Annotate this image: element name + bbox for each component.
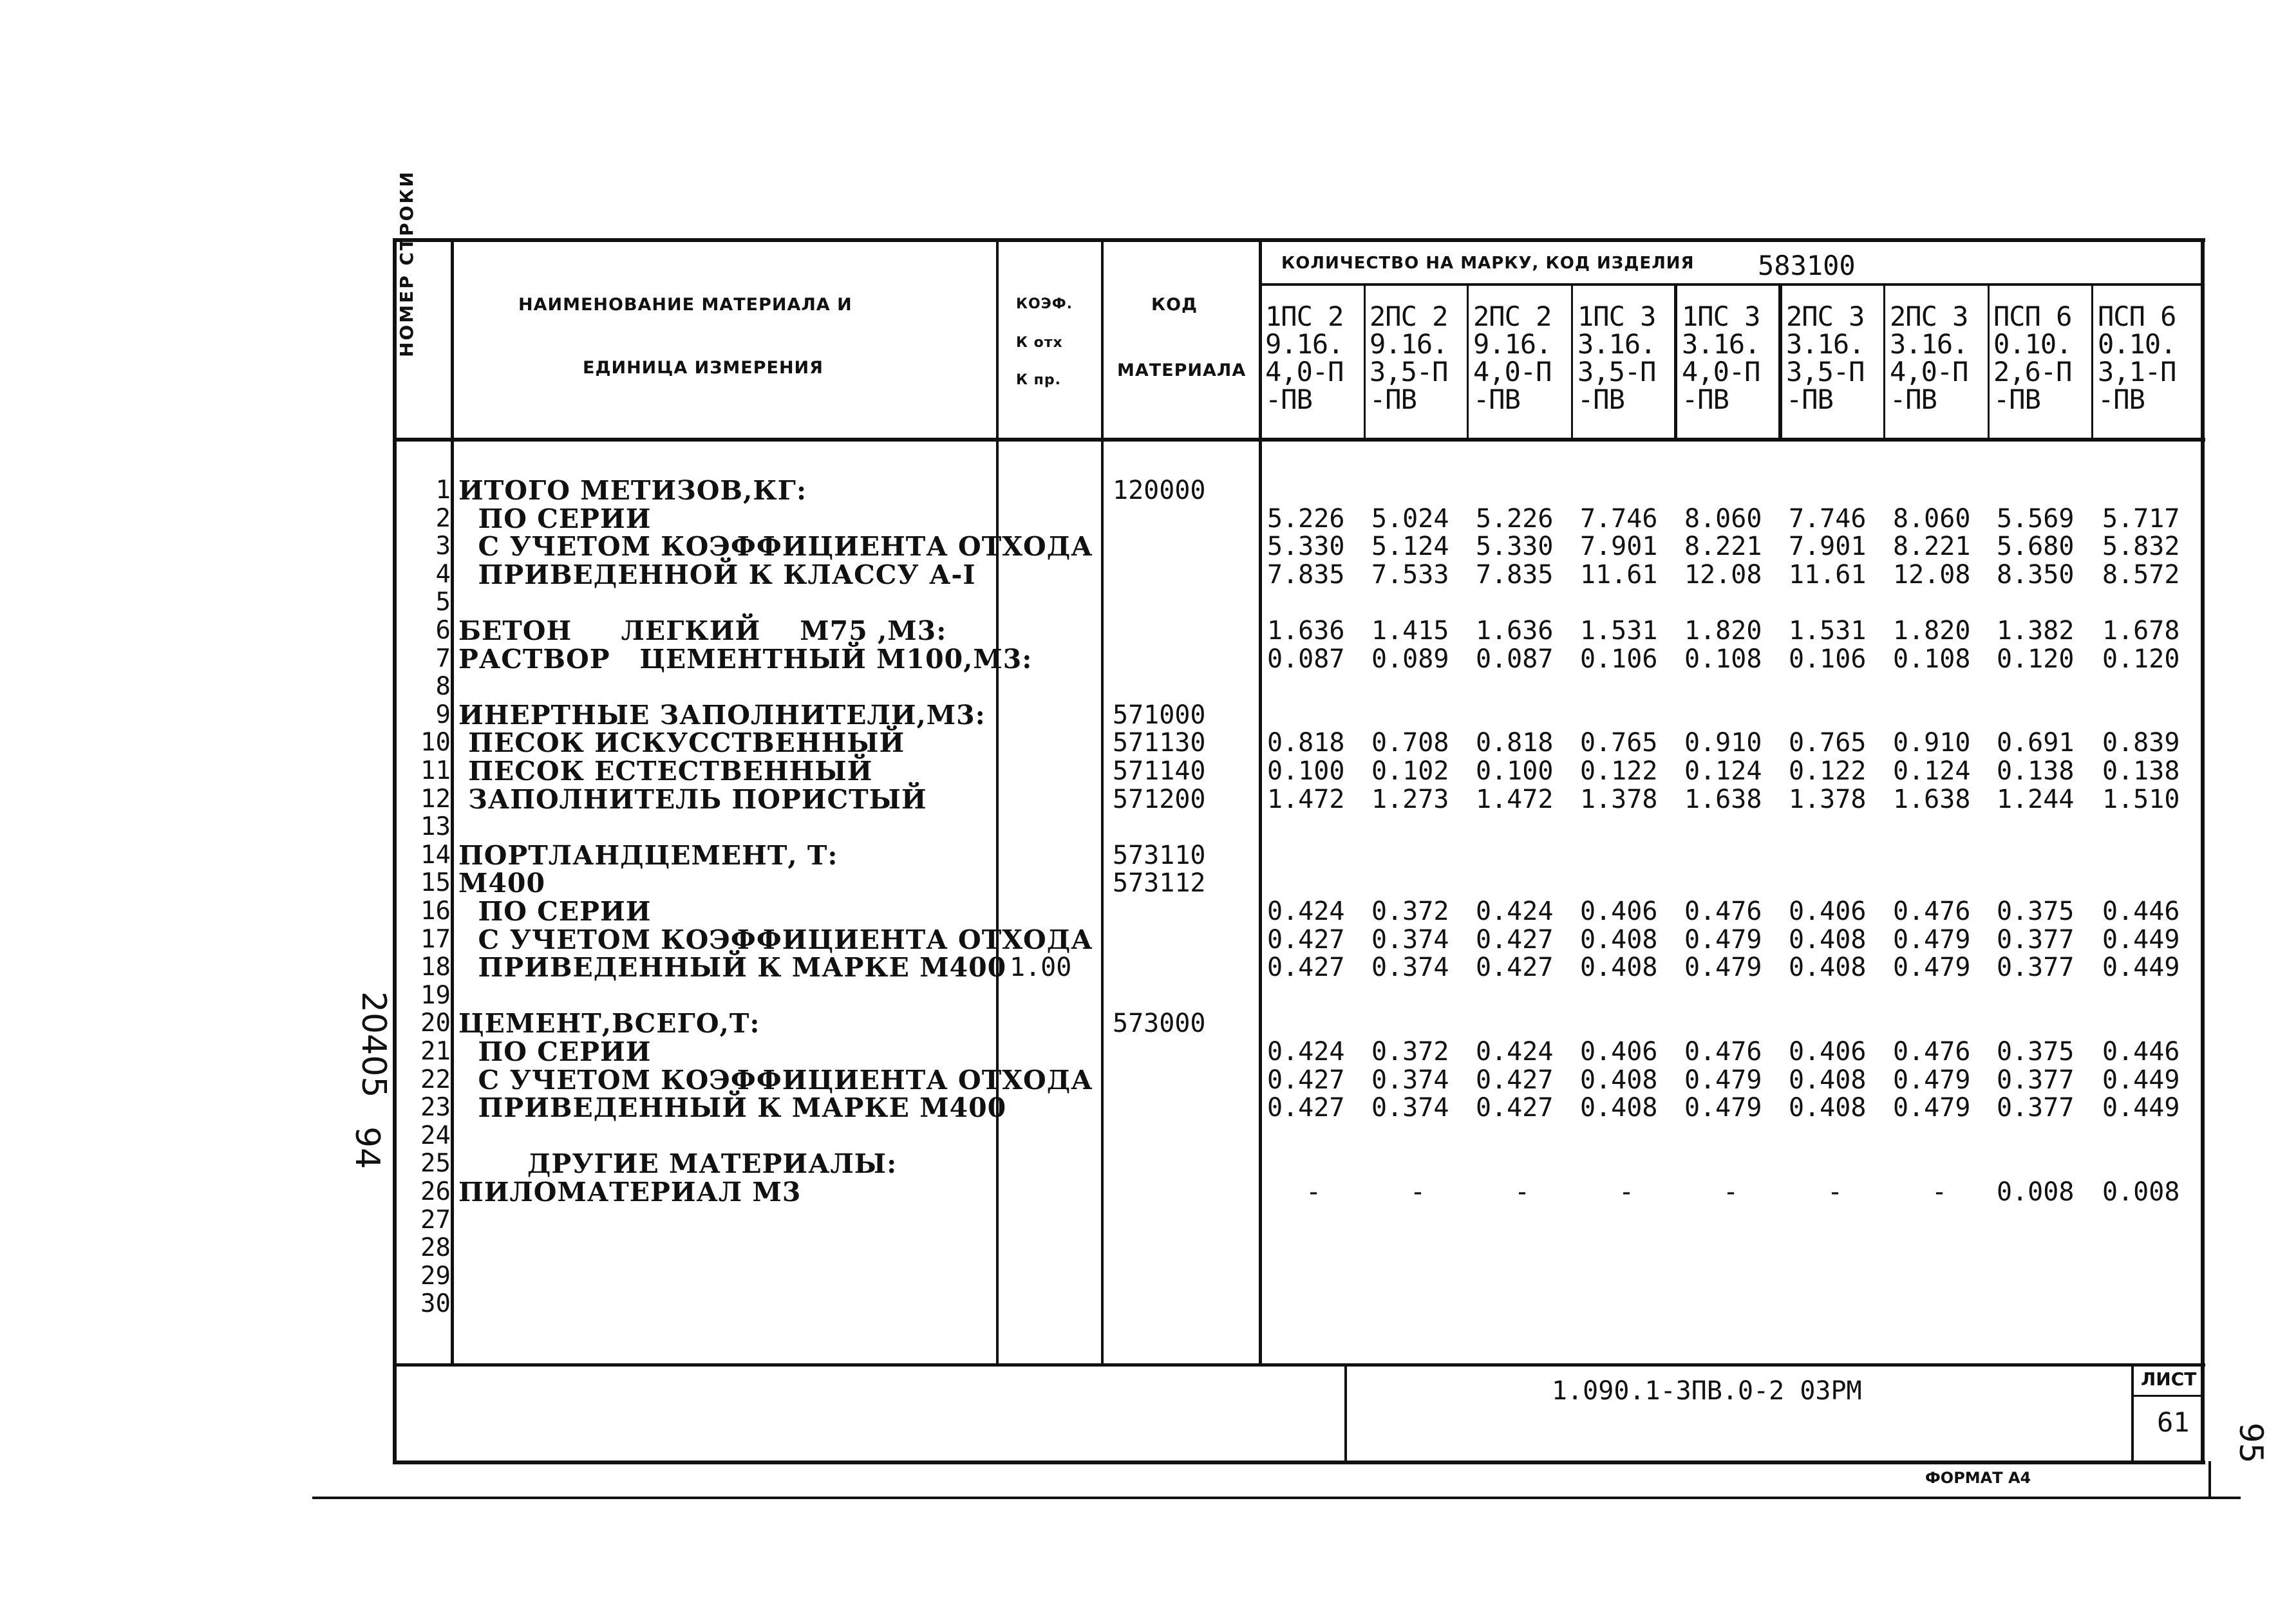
material-name: РАСТВОР ЦЕМЕНТНЫЙ М100,М3: [458, 643, 1033, 675]
quantity-value: 0.479 [1893, 924, 1971, 955]
quantity-value: 0.087 [1476, 644, 1554, 674]
row-number: 21 [420, 1037, 451, 1066]
quantity-value: 8.221 [1893, 532, 1971, 562]
column-header: ПСП 6 0.10. 3,1-П -ПВ [2098, 301, 2176, 415]
col-sep-v8 [2091, 283, 2093, 441]
left-margin-sub: 94 [348, 1126, 386, 1170]
column-header: 2ПС 2 9.16. 4,0-П -ПВ [1473, 301, 1552, 415]
row-number: 8 [435, 672, 451, 702]
quantity-value: 0.138 [2102, 756, 2180, 786]
quantity-value: 8.060 [1893, 503, 1971, 534]
quantity-value: 0.408 [1789, 1093, 1867, 1123]
quantity-value: 11.61 [1580, 559, 1658, 590]
col-sep-code [1259, 238, 1262, 1365]
column-header: 2ПС 3 3.16. 3,5-П -ПВ [1786, 301, 1865, 415]
quantity-value: 0.374 [1371, 1093, 1449, 1123]
quantity-value: 1.678 [2102, 616, 2180, 646]
quantity-value: 0.479 [1684, 1093, 1762, 1123]
col-sep-v2 [1467, 283, 1469, 441]
quantity-value: 0.374 [1371, 924, 1449, 955]
row-number: 25 [420, 1149, 451, 1179]
quantity-value: 0.124 [1684, 756, 1762, 786]
quantity-value: 0.374 [1371, 1065, 1449, 1095]
quantity-value: 0.087 [1267, 644, 1345, 674]
col-sep-name [996, 238, 999, 1365]
quantity-value: 0.408 [1580, 1065, 1658, 1095]
quantity-value: 1.531 [1789, 616, 1867, 646]
quantity-value: - [1306, 1177, 1322, 1207]
material-name: С УЧЕТОМ КОЭФФИЦИЕНТА ОТХОДА [458, 924, 1093, 955]
header-bottom-line [393, 438, 2205, 442]
material-name: ЦЕМЕНТ,ВСЕГО,Т: [458, 1008, 760, 1040]
material-name: ИТОГО МЕТИЗОВ,КГ: [458, 475, 807, 506]
quantity-value: 0.100 [1476, 756, 1554, 786]
quantity-value: 1.820 [1684, 616, 1762, 646]
quantity-value: 0.427 [1476, 1093, 1554, 1123]
koef-header-3: К пр. [1016, 372, 1061, 388]
material-code: 571140 [1113, 756, 1206, 786]
column-header: 2ПС 3 3.16. 4,0-П -ПВ [1890, 301, 1968, 415]
quantity-value: 0.479 [1893, 1093, 1971, 1123]
quantity-value: 1.531 [1580, 616, 1658, 646]
row-number: 15 [420, 868, 451, 898]
quantity-value: 0.449 [2102, 953, 2180, 983]
quantity-value: 7.901 [1580, 532, 1658, 562]
quantity-value: 1.472 [1267, 784, 1345, 814]
quantity-value: 0.424 [1267, 1037, 1345, 1067]
quantity-value: 0.424 [1267, 897, 1345, 926]
col-sep-rownum [451, 238, 454, 1365]
quantity-value: 0.408 [1580, 1093, 1658, 1123]
quantity-value: 0.691 [1997, 728, 2075, 758]
quantity-value: 0.427 [1267, 924, 1345, 955]
quantity-value: 1.638 [1684, 784, 1762, 814]
row-number: 27 [420, 1205, 451, 1235]
row-number: 16 [420, 897, 451, 926]
quantity-value: 0.377 [1997, 1093, 2075, 1123]
row-number-header: НОМЕР СТРОКИ [396, 170, 417, 357]
col-sep-v4 [1674, 283, 1677, 441]
quantity-value: 0.910 [1684, 728, 1762, 758]
material-name: ПЕСОК ИСКУССТВЕННЫЙ [458, 727, 905, 759]
row-number: 19 [420, 980, 451, 1010]
row-number: 12 [420, 784, 451, 814]
quantity-value: 0.408 [1789, 924, 1867, 955]
quantity-value: 0.408 [1580, 953, 1658, 983]
product-code: 583100 [1758, 250, 1856, 281]
quantity-value: 1.382 [1997, 616, 2075, 646]
quantity-value: 0.100 [1267, 756, 1345, 786]
quantity-value: 0.424 [1476, 897, 1554, 926]
quantity-value: 0.406 [1580, 897, 1658, 926]
quantity-value: 12.08 [1893, 559, 1971, 590]
col-sep-v5 [1778, 283, 1782, 441]
quantity-value: 5.569 [1997, 503, 2075, 534]
row-number: 17 [420, 924, 451, 954]
row-number: 28 [420, 1233, 451, 1263]
material-code: 571200 [1113, 784, 1206, 814]
row-number: 20 [420, 1009, 451, 1038]
quantity-value: 11.61 [1789, 559, 1867, 590]
material-name-header-2: ЕДИНИЦА ИЗМЕРЕНИЯ [583, 358, 824, 378]
quantity-value: 0.818 [1476, 728, 1554, 758]
quantity-value: 5.226 [1476, 503, 1554, 534]
quantity-value: - [1932, 1177, 1948, 1207]
quantity-value: 0.449 [2102, 1093, 2180, 1123]
quantity-value: 0.377 [1997, 1065, 2075, 1095]
quantity-value: 0.818 [1267, 728, 1345, 758]
column-header: 1ПС 3 3.16. 3,5-П -ПВ [1577, 301, 1656, 415]
quantity-value: 0.408 [1789, 1065, 1867, 1095]
quantity-value: 7.835 [1267, 559, 1345, 590]
quantity-value: 5.717 [2102, 503, 2180, 534]
material-name: БЕТОН ЛЕГКИЙ М75 ,М3: [458, 615, 947, 646]
quantity-value: 0.375 [1997, 897, 2075, 926]
quantity-value: 1.820 [1893, 616, 1971, 646]
quantity-value: 7.746 [1789, 503, 1867, 534]
material-name: ИНЕРТНЫЕ ЗАПОЛНИТЕЛИ,М3: [458, 699, 986, 731]
quantity-value: 1.378 [1580, 784, 1658, 814]
material-code: 573112 [1113, 868, 1206, 899]
quantity-value: 0.479 [1893, 1065, 1971, 1095]
frame-left [393, 238, 397, 1464]
quantity-value: 0.106 [1789, 644, 1867, 674]
quantity-value: - [1514, 1177, 1530, 1207]
quantity-value: 0.427 [1476, 924, 1554, 955]
koef-header-2: К отх [1016, 335, 1063, 351]
quantity-value: - [1619, 1177, 1635, 1207]
quantity-value: 0.479 [1684, 1065, 1762, 1095]
quantity-value: 0.108 [1893, 644, 1971, 674]
quantity-value: 0.910 [1893, 728, 1971, 758]
koef-header-1: КОЭФ. [1016, 296, 1073, 312]
quantity-value: 5.226 [1267, 503, 1345, 534]
quantity-value: 1.510 [2102, 784, 2180, 814]
col-sep-v3 [1571, 283, 1573, 441]
quantity-header: КОЛИЧЕСТВО НА МАРКУ, КОД ИЗДЕЛИЯ [1281, 254, 1695, 273]
quantity-value: 0.408 [1789, 953, 1867, 983]
quantity-value: 1.638 [1893, 784, 1971, 814]
material-name: ПИЛОМАТЕРИАЛ М3 [458, 1177, 802, 1208]
quantity-value: 0.476 [1893, 897, 1971, 926]
quantity-value: 1.378 [1789, 784, 1867, 814]
quantity-value: 0.377 [1997, 953, 2075, 983]
quantity-value: 0.008 [1997, 1177, 2075, 1207]
stamp-sheet-hline [2131, 1395, 2203, 1397]
quantity-value: 1.244 [1997, 784, 2075, 814]
quantity-value: 0.427 [1267, 1093, 1345, 1123]
sheet-label: ЛИСТ [2141, 1368, 2197, 1390]
format-rule [2208, 1461, 2211, 1498]
quantity-value: 0.102 [1371, 756, 1449, 786]
material-code: 573000 [1113, 1009, 1206, 1039]
quantity-value: 0.424 [1476, 1037, 1554, 1067]
row-number: 23 [420, 1093, 451, 1123]
quantity-value: 0.479 [1684, 953, 1762, 983]
quantity-value: 7.533 [1371, 559, 1449, 590]
quantity-value: 0.106 [1580, 644, 1658, 674]
column-header: 1ПС 2 9.16. 4,0-П -ПВ [1265, 301, 1344, 415]
quantity-value: 5.330 [1476, 532, 1554, 562]
quantity-value: 0.446 [2102, 1037, 2180, 1067]
quantity-value: 0.476 [1684, 1037, 1762, 1067]
row-number: 1 [435, 476, 451, 505]
quantity-value: 1.472 [1476, 784, 1554, 814]
col-sep-v7 [1988, 283, 1990, 441]
row-number: 9 [435, 700, 451, 729]
quantity-value: - [1410, 1177, 1426, 1207]
quantity-value: 0.122 [1580, 756, 1658, 786]
quantity-value: 0.446 [2102, 897, 2180, 926]
row-number: 10 [420, 728, 451, 758]
quantity-value: 0.427 [1267, 953, 1345, 983]
quantity-value: 0.120 [1997, 644, 2075, 674]
quantity-value: 8.060 [1684, 503, 1762, 534]
quantity-value: 0.479 [1893, 953, 1971, 983]
stamp-sep [1344, 1365, 1347, 1462]
row-number: 24 [420, 1121, 451, 1150]
row-number: 11 [420, 756, 451, 785]
row-number: 2 [435, 503, 451, 533]
material-name: ПРИВЕДЕННЫЙ К МАРКЕ М400 [458, 952, 1007, 984]
stamp-sheet-sep [2131, 1365, 2134, 1462]
left-margin-number: 20405 [354, 991, 393, 1098]
material-name: ПО СЕРИИ [458, 896, 652, 927]
quantity-value: 0.427 [1476, 1065, 1554, 1095]
quantity-value: 0.375 [1997, 1037, 2075, 1067]
quantity-value: 0.372 [1371, 897, 1449, 926]
quantity-value: 0.122 [1789, 756, 1867, 786]
document-designation: 1.090.1-3ПВ.0-2 03РМ [1552, 1376, 1862, 1406]
row-number: 6 [435, 616, 451, 645]
quantity-value: 5.124 [1371, 532, 1449, 562]
row-number: 3 [435, 532, 451, 561]
frame-bottom [393, 1461, 2205, 1464]
row-number: 5 [435, 588, 451, 617]
quantity-value: 0.449 [2102, 1065, 2180, 1095]
material-name: ЗАПОЛНИТЕЛЬ ПОРИСТЫЙ [458, 783, 927, 815]
col-sep-v6 [1883, 283, 1885, 441]
quantity-value: 5.024 [1371, 503, 1449, 534]
material-code: 571000 [1113, 700, 1206, 730]
quantity-value: - [1723, 1177, 1739, 1207]
column-header: 2ПС 2 9.16. 3,5-П -ПВ [1370, 301, 1448, 415]
quantity-value: 0.120 [2102, 644, 2180, 674]
quantity-value: 0.765 [1580, 728, 1658, 758]
format-label: ФОРМАТ А4 [1925, 1469, 2031, 1487]
column-header: 1ПС 3 3.16. 4,0-П -ПВ [1682, 301, 1760, 415]
material-name: ПО СЕРИИ [458, 1036, 652, 1067]
row-number: 4 [435, 559, 451, 589]
material-name: ПРИВЕДЕННЫЙ К МАРКЕ М400 [458, 1092, 1007, 1124]
quantity-value: 0.372 [1371, 1037, 1449, 1067]
quantity-value: 5.330 [1267, 532, 1345, 562]
quantity-value: 7.835 [1476, 559, 1554, 590]
quantity-value: 12.08 [1684, 559, 1762, 590]
right-margin-number: 95 [2232, 1423, 2270, 1464]
col-sep-koef [1101, 238, 1104, 1365]
row-number: 7 [435, 644, 451, 673]
quantity-value: 8.572 [2102, 559, 2180, 590]
material-name-header-1: НАИМЕНОВАНИЕ МАТЕРИАЛА И [518, 295, 852, 315]
column-header: ПСП 6 0.10. 2,6-П -ПВ [1993, 301, 2072, 415]
material-name: ДРУГИЕ МАТЕРИАЛЫ: [458, 1148, 898, 1180]
quantity-value: 0.108 [1684, 644, 1762, 674]
material-name: ПО СЕРИИ [458, 503, 652, 534]
quantity-value: 1.415 [1371, 616, 1449, 646]
quantity-value: 1.636 [1476, 616, 1554, 646]
quantity-value: 5.680 [1997, 532, 2075, 562]
quantity-value: 0.406 [1789, 897, 1867, 926]
row-number: 30 [420, 1289, 451, 1319]
material-code: 120000 [1113, 476, 1206, 505]
quantity-value: 7.746 [1580, 503, 1658, 534]
quantity-value: 0.008 [2102, 1177, 2180, 1207]
col-sep-v1 [1364, 283, 1366, 441]
bottom-rule [312, 1497, 2241, 1499]
quantity-value: 0.479 [1684, 924, 1762, 955]
quantity-value: 0.089 [1371, 644, 1449, 674]
table-bottom-line [393, 1363, 2205, 1367]
row-number: 29 [420, 1261, 451, 1291]
quantity-value: 0.124 [1893, 756, 1971, 786]
coefficient-value: 1.00 [1010, 953, 1072, 983]
frame-right [2201, 238, 2205, 1464]
quantity-value: 0.427 [1476, 953, 1554, 983]
quantity-value: 0.406 [1580, 1037, 1658, 1067]
quantity-value: 0.408 [1580, 924, 1658, 955]
material-name: М400 [458, 868, 545, 899]
quantity-value: 0.377 [1997, 924, 2075, 955]
quantity-value: 0.427 [1267, 1065, 1345, 1095]
quantity-value: 0.476 [1684, 897, 1762, 926]
quantity-value: 0.839 [2102, 728, 2180, 758]
quantity-value: 8.350 [1997, 559, 2075, 590]
frame-top [393, 238, 2205, 242]
sheet-number: 61 [2157, 1406, 2190, 1438]
row-number: 14 [420, 840, 451, 870]
material-name: ПРИВЕДЕННОЙ К КЛАССУ А-I [458, 559, 976, 590]
quantity-value: 7.901 [1789, 532, 1867, 562]
quantity-value: 0.708 [1371, 728, 1449, 758]
row-number: 22 [420, 1065, 451, 1094]
quantity-value: 0.476 [1893, 1037, 1971, 1067]
row-number: 18 [420, 953, 451, 982]
quantity-value: 1.636 [1267, 616, 1345, 646]
material-name: С УЧЕТОМ КОЭФФИЦИЕНТА ОТХОДА [458, 531, 1093, 563]
material-code: 571130 [1113, 728, 1206, 758]
code-header-2: МАТЕРИАЛА [1117, 360, 1247, 380]
quantity-value: 0.765 [1789, 728, 1867, 758]
material-code: 573110 [1113, 840, 1206, 870]
quantity-value: 0.374 [1371, 953, 1449, 983]
quantity-value: 5.832 [2102, 532, 2180, 562]
material-name: ПОРТЛАНДЦЕМЕНТ, Т: [458, 839, 838, 871]
quantity-value: 1.273 [1371, 784, 1449, 814]
row-number: 13 [420, 812, 451, 842]
material-name: ПЕСОК ЕСТЕСТВЕННЫЙ [458, 756, 873, 787]
quantity-label-line [1259, 283, 2204, 286]
quantity-value: 0.406 [1789, 1037, 1867, 1067]
quantity-value: 0.449 [2102, 924, 2180, 955]
code-header-1: КОД [1151, 295, 1198, 315]
quantity-value: 8.221 [1684, 532, 1762, 562]
row-number: 26 [420, 1177, 451, 1206]
material-name: С УЧЕТОМ КОЭФФИЦИЕНТА ОТХОДА [458, 1064, 1093, 1096]
quantity-value: - [1827, 1177, 1843, 1207]
quantity-value: 0.138 [1997, 756, 2075, 786]
